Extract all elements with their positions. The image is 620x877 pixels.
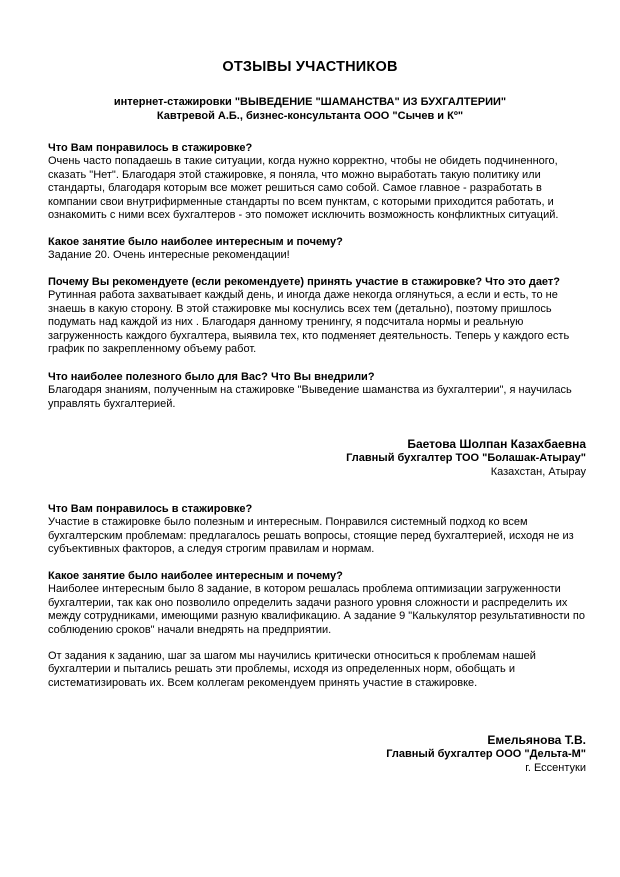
review1-question-3: Почему Вы рекомендуете (если рекомендуете) принять участие в стажировке? Что это дает?	[48, 276, 561, 288]
review1-answer-block-3	[48, 276, 588, 356]
review2-answer-block-2	[48, 570, 588, 637]
subtitle-line-2: Кавтревой А.Б., бизнес-консультанта ООО "Сычев и Кº"	[156, 110, 464, 122]
review2-signature-city: г. Ессентуки	[525, 762, 586, 774]
review1-question-2: Какое занятие было наиболее интересным и почему?	[48, 236, 343, 248]
document-title: ОТЗЫВЫ УЧАСТНИКОВ	[222, 59, 398, 75]
review2-question-2: Какое занятие было наиболее интересным и почему?	[48, 570, 343, 582]
review2-signature-name: Емельянова Т.В.	[487, 733, 586, 747]
review1-answer-block-2	[48, 236, 588, 263]
review1-signature-city: Казахстан, Атырау	[490, 466, 586, 478]
review1-signature-name: Баетова Шолпан Казахбаевна	[407, 437, 586, 451]
review1-answer-1: Очень часто попадаешь в такие ситуации, когда нужно корректно, чтобы не обидеть подчиненного, сказать "Нет". Благодаря этой стажировке, я поняла, что можно выработать такую политику или стандарты, благодаря которым все может решиться само собой. Самое главное - разработать в компании свои внутрифирменные стандарты по всем пунктам, с которыми приходится работать, и ознакомить с ними всех бухгалтеров - это поможет исключить возможность конфликтных ситуаций.	[48, 155, 559, 222]
document-subtitle	[0, 95, 620, 123]
review1-answer-4: Благодаря знаниям, полученным на стажировке "Выведение шаманства из бухгалтерии", я научилась управлять бухгалтерией.	[48, 384, 572, 410]
review2-answer-block-3	[48, 650, 588, 690]
review2-question-1: Что Вам понравилось в стажировке?	[48, 503, 253, 515]
review1-answer-2: Задание 20. Очень интересные рекомендации!	[48, 249, 290, 262]
review2-answer-block-1	[48, 503, 588, 557]
review1-question-4: Что наиболее полезного было для Вас? Что Вы внедрили?	[48, 371, 375, 383]
review1-signature-position: Главный бухгалтер ТОО "Болашак-Атырау"	[346, 452, 586, 464]
review1-question-1: Что Вам понравилось в стажировке?	[48, 142, 253, 154]
review2-answer-3: От задания к заданию, шаг за шагом мы научились критически относиться к проблемам нашей бухгалтерии и пытались решать эти проблемы, исходя из определенных норм, обобщать и систематизировать их. Всем коллегам рекомендуем принять участие в стажировке.	[48, 650, 536, 689]
subtitle-line-1: интернет-стажировки "ВЫВЕДЕНИЕ "ШАМАНСТВА" ИЗ БУХГАЛТЕРИИ"	[113, 96, 507, 108]
review1-answer-3: Рутинная работа захватывает каждый день, и иногда даже некогда оглянуться, а если и есть, то не знаешь в какую сторону. В этой стажировке мы коснулись всех тем (детально), поэтому пришлось подумать над каждой из них . Благодаря данному тренингу, я подсчитала нормы и реальную загруженность каждого бухгалтера, выявила тех, кто подменяет деятельность. Теперь у каждого есть график по закрепленному объему работ.	[48, 289, 570, 356]
review2-signature	[386, 733, 586, 775]
review2-answer-1: Участие в стажировке было полезным и интересным. Понравился системный подход ко всем бухгалтерским проблемам: предлагалось решать вопросы, стоящие перед бухгалтерией, исходя не из субъективных факторов, а следуя строгим правилам и нормам.	[48, 516, 574, 556]
review1-answer-block-4	[48, 371, 588, 411]
review1-answer-block-1	[48, 142, 588, 222]
review2-answer-2: Наиболее интересным было 8 задание, в котором решалась проблема оптимизации загруженности бухгалтерии, так как оно позволило определить задачи разного уровня сложности и распределить их между сотрудниками, имеющими разную квалификацию. А задание 9 "Калькулятор результативности по соблюдению сроков" начали внедрять на предприятии.	[48, 583, 585, 636]
review2-signature-position: Главный бухгалтер ООО "Дельта-М"	[386, 748, 586, 760]
review1-signature	[346, 437, 586, 479]
